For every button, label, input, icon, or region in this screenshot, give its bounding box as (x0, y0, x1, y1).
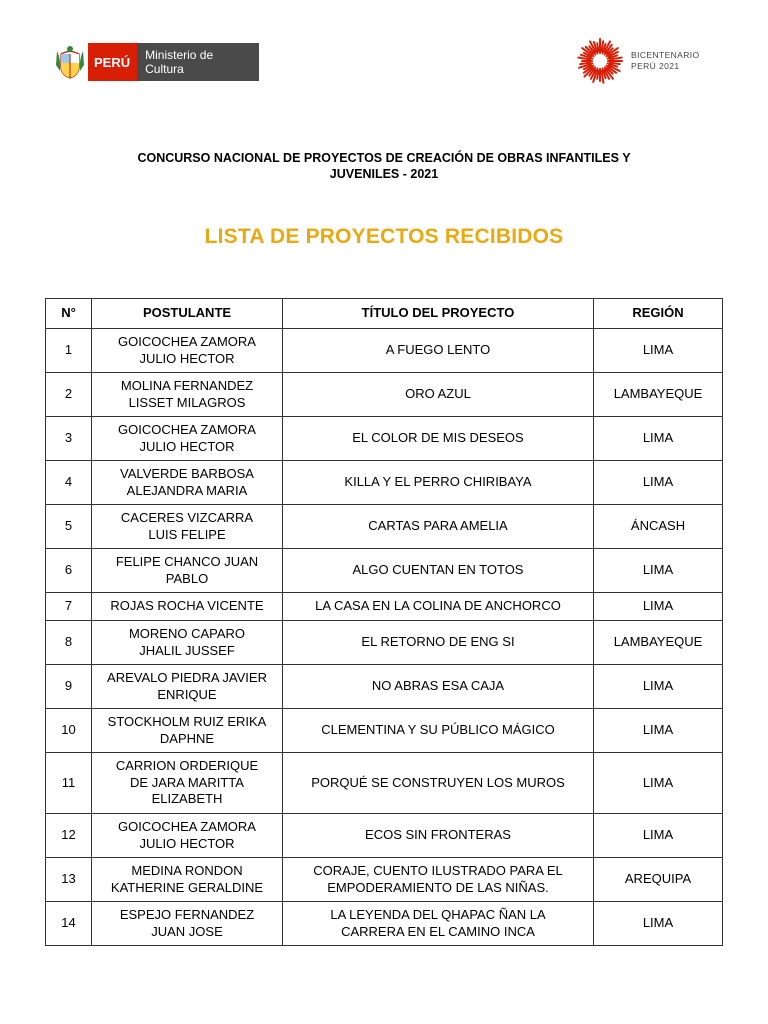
row-region: LIMA (594, 461, 723, 505)
postulante-line: GOICOCHEA ZAMORA (118, 334, 256, 349)
table-row (46, 549, 723, 593)
row-number: 13 (46, 858, 92, 902)
row-region: LIMA (594, 549, 723, 593)
row-titulo (283, 753, 594, 814)
row-region: LIMA (594, 902, 723, 946)
table-row (46, 858, 723, 902)
postulante-line: ELIZABETH (151, 791, 223, 807)
postulante-line: MOLINA FERNANDEZ (120, 378, 254, 393)
titulo-line: CARRERA EN EL CAMINO INCA (341, 923, 535, 939)
row-postulante (92, 549, 283, 593)
titulo-line: CORAJE, CUENTO ILUSTRADO PARA EL (313, 863, 563, 878)
titulo-line: LA LEYENDA DEL QHAPAC ÑAN LA (330, 907, 546, 922)
contest-title (60, 150, 708, 182)
postulante-line: LUIS FELIPE (148, 526, 226, 542)
postulante-line: GOICOCHEA ZAMORA (118, 422, 256, 437)
row-postulante (92, 858, 283, 902)
titulo-line: A FUEGO LENTO (385, 342, 491, 358)
row-titulo (283, 549, 594, 593)
row-region: LIMA (594, 814, 723, 858)
row-number: 5 (46, 505, 92, 549)
postulante-line: VALVERDE BARBOSA (120, 466, 254, 481)
postulante-line: JULIO HECTOR (139, 438, 235, 454)
row-titulo (283, 814, 594, 858)
titulo-line: CLEMENTINA Y SU PÚBLICO MÁGICO (321, 722, 555, 738)
row-region: ÁNCASH (594, 505, 723, 549)
row-titulo (283, 505, 594, 549)
titulo-line: LA CASA EN LA COLINA DE ANCHORCO (315, 598, 561, 614)
list-title: LISTA DE PROYECTOS RECIBIDOS (204, 225, 564, 248)
titulo-line: EL COLOR DE MIS DESEOS (352, 430, 524, 446)
row-number: 12 (46, 814, 92, 858)
bicentenario-line2: PERÚ 2021 (631, 61, 680, 71)
row-postulante (92, 902, 283, 946)
titulo-line: NO ABRAS ESA CAJA (371, 678, 505, 694)
postulante-line: CACERES VIZCARRA (120, 510, 254, 525)
titulo-line: ALGO CUENTAN EN TOTOS (352, 562, 524, 578)
row-titulo (283, 461, 594, 505)
row-number: 4 (46, 461, 92, 505)
row-number: 6 (46, 549, 92, 593)
postulante-line: KATHERINE GERALDINE (110, 879, 264, 895)
bicentenario-logo (575, 36, 700, 86)
row-region: AREQUIPA (594, 858, 723, 902)
row-region: LIMA (594, 753, 723, 814)
table-row (46, 709, 723, 753)
row-titulo (283, 417, 594, 461)
row-region: LAMBAYEQUE (594, 373, 723, 417)
row-number: 11 (46, 753, 92, 814)
row-number: 1 (46, 329, 92, 373)
row-number: 14 (46, 902, 92, 946)
table-row (46, 665, 723, 709)
contest-title-line1: CONCURSO NACIONAL DE PROYECTOS DE CREACIÓN DE OBRAS INFANTILES Y (137, 151, 631, 165)
peru-label: PERÚ (88, 43, 137, 81)
row-region: LIMA (594, 665, 723, 709)
row-titulo (283, 665, 594, 709)
postulante-line: FELIPE CHANCO JUAN (115, 554, 259, 569)
postulante-line: AREVALO PIEDRA JAVIER (107, 670, 267, 685)
row-postulante (92, 593, 283, 621)
postulante-line: MORENO CAPARO (128, 626, 246, 641)
contest-title-line2: JUVENILES - 2021 (329, 167, 439, 181)
row-region: LIMA (594, 709, 723, 753)
table-row (46, 373, 723, 417)
table-row (46, 902, 723, 946)
row-region: LAMBAYEQUE (594, 621, 723, 665)
bicentenario-line1: BICENTENARIO (631, 50, 700, 60)
row-postulante (92, 709, 283, 753)
table-row (46, 461, 723, 505)
postulante-line: LISSET MILAGROS (128, 394, 246, 410)
postulante-line: STOCKHOLM RUIZ ERIKA (107, 714, 267, 729)
row-postulante (92, 814, 283, 858)
header-number: N° (46, 299, 92, 329)
row-postulante (92, 417, 283, 461)
postulante-line: DE JARA MARITTA (130, 774, 244, 790)
row-number: 3 (46, 417, 92, 461)
row-number: 8 (46, 621, 92, 665)
row-postulante (92, 621, 283, 665)
row-postulante (92, 665, 283, 709)
row-titulo (283, 373, 594, 417)
postulante-line: JHALIL JUSSEF (139, 642, 235, 658)
row-number: 7 (46, 593, 92, 621)
row-region: LIMA (594, 417, 723, 461)
ministry-logo (52, 43, 259, 81)
row-titulo (283, 709, 594, 753)
table-row (46, 417, 723, 461)
header-region: REGIÓN (594, 299, 723, 329)
titulo-line: EL RETORNO DE ENG SI (361, 634, 515, 650)
postulante-line: MEDINA RONDON (131, 863, 243, 878)
table-row (46, 329, 723, 373)
postulante-line: GOICOCHEA ZAMORA (118, 819, 256, 834)
row-region: LIMA (594, 593, 723, 621)
ministry-label: Ministerio de Cultura (137, 43, 259, 81)
header-postulante: POSTULANTE (92, 299, 283, 329)
postulante-line: ESPEJO FERNANDEZ (119, 907, 255, 922)
row-postulante (92, 505, 283, 549)
postulante-line: JUAN JOSE (151, 923, 223, 939)
row-titulo (283, 593, 594, 621)
postulante-line: ALEJANDRA MARIA (126, 482, 248, 498)
postulante-line: ROJAS ROCHA VICENTE (110, 598, 264, 614)
bicentenario-sunburst-icon (575, 36, 625, 86)
table-row (46, 621, 723, 665)
row-postulante (92, 329, 283, 373)
postulante-line: DAPHNE (159, 730, 215, 746)
row-number: 9 (46, 665, 92, 709)
titulo-line: KILLA Y EL PERRO CHIRIBAYA (344, 474, 532, 490)
row-titulo (283, 329, 594, 373)
postulante-line: ENRIQUE (157, 686, 217, 702)
table-header-row (46, 299, 723, 329)
titulo-line: CARTAS PARA AMELIA (368, 518, 508, 534)
titulo-line: PORQUÉ SE CONSTRUYEN LOS MUROS (311, 774, 565, 790)
postulante-line: CARRION ORDERIQUE (115, 758, 259, 774)
table-row (46, 505, 723, 549)
header-titulo: TÍTULO DEL PROYECTO (283, 299, 594, 329)
row-titulo (283, 858, 594, 902)
row-postulante (92, 753, 283, 814)
row-postulante (92, 373, 283, 417)
row-titulo (283, 621, 594, 665)
projects-table (45, 298, 723, 946)
peru-coat-of-arms-icon (52, 43, 88, 81)
titulo-line: ECOS SIN FRONTERAS (365, 827, 511, 843)
postulante-line: JULIO HECTOR (139, 835, 235, 851)
table-row (46, 814, 723, 858)
row-number: 10 (46, 709, 92, 753)
table-row (46, 593, 723, 621)
row-region: LIMA (594, 329, 723, 373)
row-titulo (283, 902, 594, 946)
table-row (46, 753, 723, 814)
postulante-line: PABLO (165, 570, 209, 586)
postulante-line: JULIO HECTOR (139, 350, 235, 366)
titulo-line: ORO AZUL (405, 386, 471, 402)
row-number: 2 (46, 373, 92, 417)
row-postulante (92, 461, 283, 505)
titulo-line: EMPODERAMIENTO DE LAS NIÑAS. (327, 879, 549, 895)
